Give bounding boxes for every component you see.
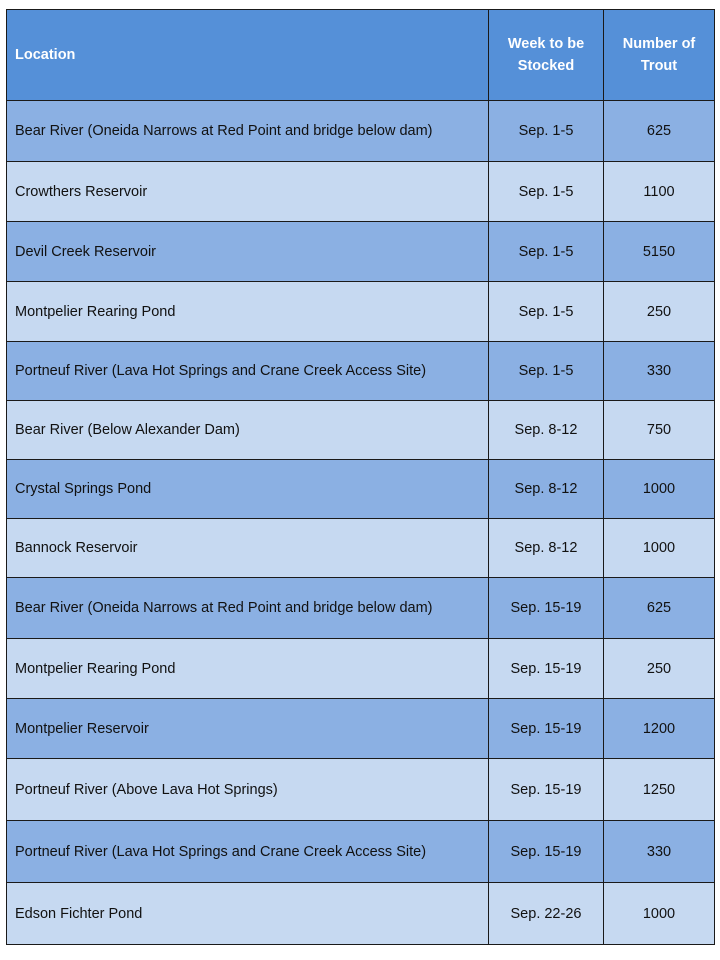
header-number-line2: Trout bbox=[640, 58, 678, 74]
table-row bbox=[7, 639, 715, 699]
cell-week: Sep. 1-5 bbox=[489, 101, 604, 162]
cell-location: Portneuf River (Above Lava Hot Springs) bbox=[7, 759, 489, 821]
table-row bbox=[7, 282, 715, 342]
table-row bbox=[7, 342, 715, 401]
cell-number: 1000 bbox=[604, 883, 715, 945]
cell-number: 1100 bbox=[604, 162, 715, 222]
table-row bbox=[7, 821, 715, 883]
header-row bbox=[7, 10, 715, 101]
cell-number: 625 bbox=[604, 578, 715, 639]
cell-location: Bannock Reservoir bbox=[7, 519, 489, 578]
table-row bbox=[7, 759, 715, 821]
table-row bbox=[7, 401, 715, 460]
cell-week: Sep. 1-5 bbox=[489, 282, 604, 342]
cell-location: Portneuf River (Lava Hot Springs and Crane Creek Access Site) bbox=[7, 342, 489, 401]
cell-week: Sep. 15-19 bbox=[489, 578, 604, 639]
cell-number: 1250 bbox=[604, 759, 715, 821]
cell-number: 5150 bbox=[604, 222, 715, 282]
header-week-line1: Week to be bbox=[507, 36, 585, 52]
cell-number: 1200 bbox=[604, 699, 715, 759]
cell-location: Portneuf River (Lava Hot Springs and Crane Creek Access Site) bbox=[7, 821, 489, 883]
cell-week: Sep. 8-12 bbox=[489, 401, 604, 460]
cell-week: Sep. 8-12 bbox=[489, 519, 604, 578]
cell-week: Sep. 15-19 bbox=[489, 821, 604, 883]
table-row bbox=[7, 519, 715, 578]
cell-location: Crystal Springs Pond bbox=[7, 460, 489, 519]
cell-location: Montpelier Rearing Pond bbox=[7, 282, 489, 342]
table-row bbox=[7, 222, 715, 282]
cell-week: Sep. 1-5 bbox=[489, 162, 604, 222]
cell-location: Bear River (Oneida Narrows at Red Point and bridge below dam) bbox=[7, 578, 489, 639]
cell-number: 330 bbox=[604, 342, 715, 401]
header-number bbox=[604, 10, 715, 101]
cell-location: Edson Fichter Pond bbox=[7, 883, 489, 945]
cell-week: Sep. 15-19 bbox=[489, 699, 604, 759]
header-location-label: Location bbox=[15, 47, 76, 63]
table-row bbox=[7, 460, 715, 519]
table-row bbox=[7, 101, 715, 162]
cell-number: 625 bbox=[604, 101, 715, 162]
header-number-line1: Number of bbox=[622, 36, 696, 52]
cell-number: 750 bbox=[604, 401, 715, 460]
cell-week: Sep. 8-12 bbox=[489, 460, 604, 519]
table-row bbox=[7, 162, 715, 222]
table-row bbox=[7, 699, 715, 759]
cell-location: Montpelier Rearing Pond bbox=[7, 639, 489, 699]
cell-number: 250 bbox=[604, 282, 715, 342]
table-row bbox=[7, 883, 715, 945]
header-week-line2: Stocked bbox=[517, 58, 575, 74]
cell-location: Devil Creek Reservoir bbox=[7, 222, 489, 282]
table-body bbox=[7, 101, 715, 945]
cell-location: Crowthers Reservoir bbox=[7, 162, 489, 222]
cell-week: Sep. 22-26 bbox=[489, 883, 604, 945]
table-header bbox=[7, 10, 715, 101]
cell-location: Bear River (Oneida Narrows at Red Point and bridge below dam) bbox=[7, 101, 489, 162]
header-location bbox=[7, 10, 489, 101]
cell-number: 250 bbox=[604, 639, 715, 699]
cell-number: 1000 bbox=[604, 519, 715, 578]
cell-week: Sep. 1-5 bbox=[489, 222, 604, 282]
cell-number: 330 bbox=[604, 821, 715, 883]
cell-week: Sep. 15-19 bbox=[489, 759, 604, 821]
header-week bbox=[489, 10, 604, 101]
table-row bbox=[7, 578, 715, 639]
cell-location: Bear River (Below Alexander Dam) bbox=[7, 401, 489, 460]
trout-stocking-table bbox=[6, 9, 715, 945]
cell-number: 1000 bbox=[604, 460, 715, 519]
cell-week: Sep. 1-5 bbox=[489, 342, 604, 401]
cell-week: Sep. 15-19 bbox=[489, 639, 604, 699]
cell-location: Montpelier Reservoir bbox=[7, 699, 489, 759]
